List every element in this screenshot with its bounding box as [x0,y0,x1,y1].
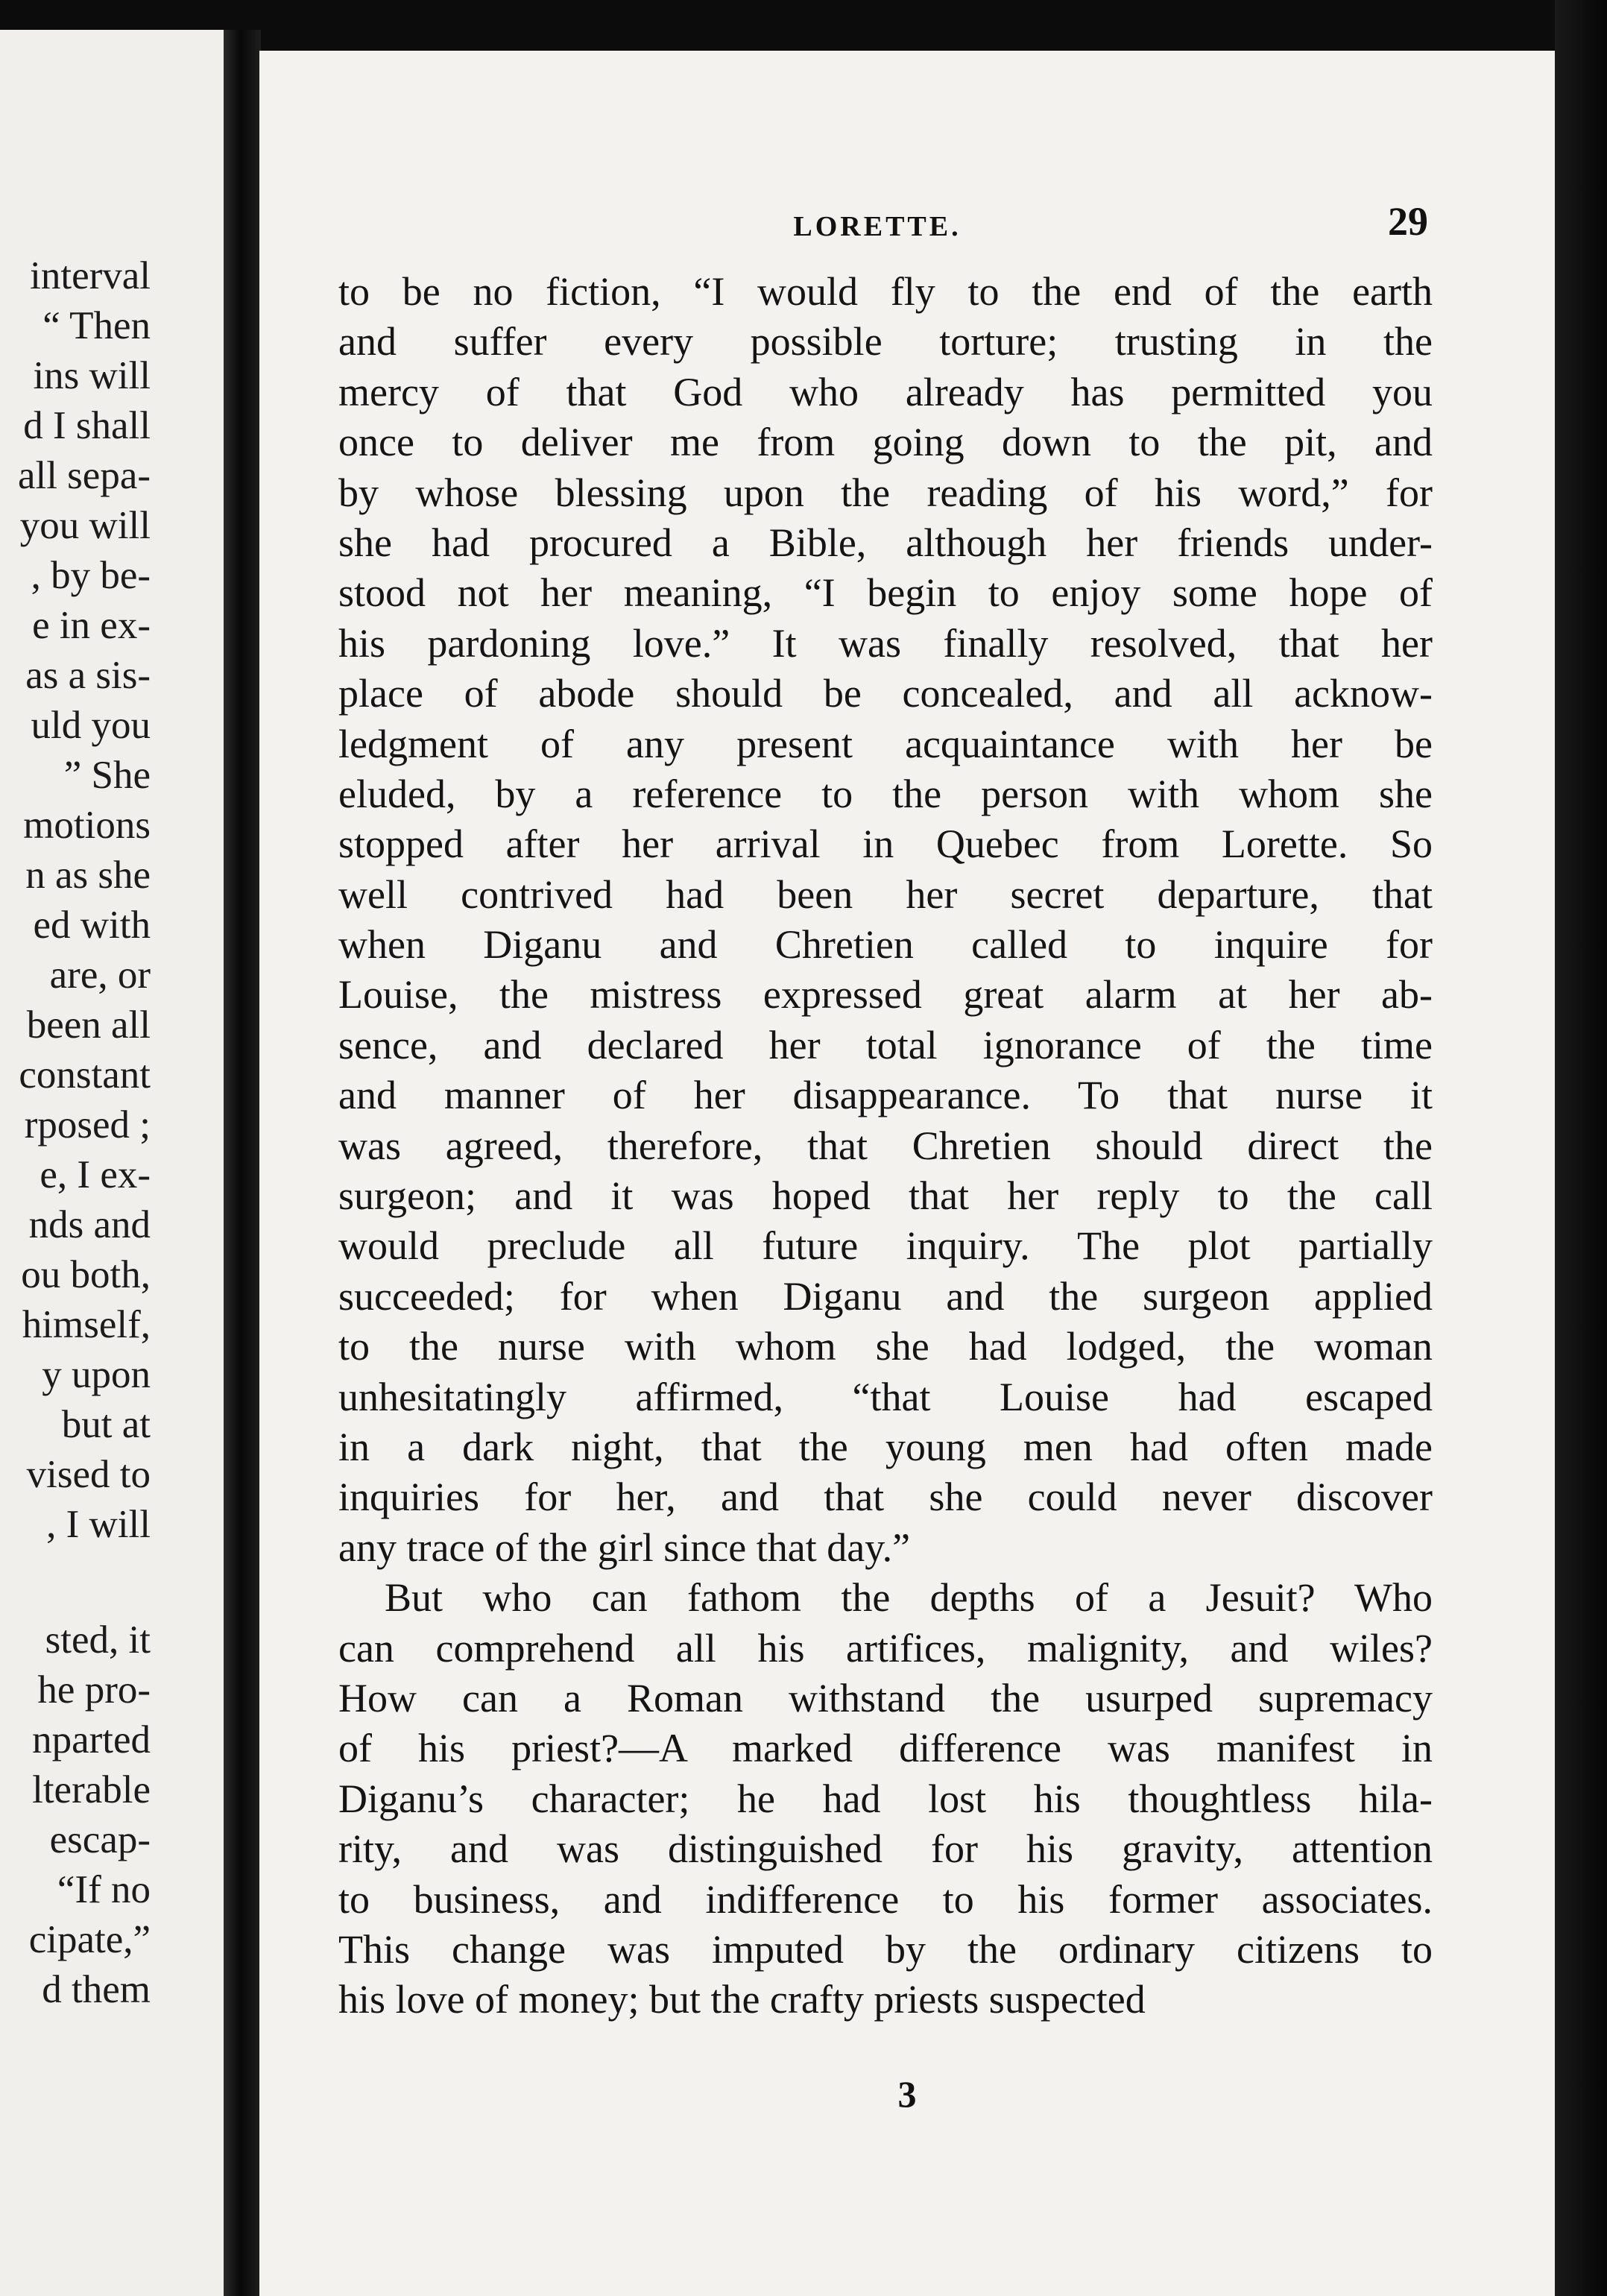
left-page-line: d them [42,1968,151,2011]
text-line: can comprehend all his artifices, malignity, and wiles? [338,1625,1433,1671]
text-line: his pardoning love.” It was finally resolved, that her [338,620,1433,666]
text-line: rity, and was distinguished for his gravity, attention [338,1826,1433,1872]
left-page-line: e, I ex- [40,1153,151,1196]
left-page-line: ou both, [21,1253,151,1296]
left-page-line: ins will [33,354,151,397]
text-line: stopped after her arrival in Quebec from Lorette. So [338,821,1433,867]
left-page-line: “ Then [42,304,151,347]
text-line: of his priest?—A marked difference was manifest in [338,1726,1433,1771]
book-gutter [224,30,261,2296]
text-line: Louise, the mistress expressed great alarm at her ab- [338,972,1433,1018]
left-page-line: sted, it [45,1618,151,1662]
left-page-line: but at [61,1403,151,1446]
text-line: ledgment of any present acquaintance with her be [338,721,1433,766]
left-page-line: “If no [57,1868,151,1911]
left-page-line: rposed ; [24,1103,151,1147]
text-line: once to deliver me from going down to the pit, and [338,420,1433,465]
left-page-line: constant [19,1053,151,1097]
right-page [259,51,1555,2296]
left-page-line: motions [23,804,151,847]
book-edge [1555,0,1607,2296]
left-page-line: cipate,” [28,1918,151,1961]
left-page-line: n as she [25,854,151,897]
text-line: and manner of her disappearance. To that nurse it [338,1073,1433,1118]
left-page-line: e in ex- [32,604,151,647]
text-line: any trace of the girl since that day.” [338,1524,911,1570]
left-page-line: he pro- [37,1668,151,1712]
left-page-line: been all [26,1003,151,1047]
text-line: when Diganu and Chretien called to inquire for [338,922,1433,968]
left-page-line: vised to [26,1453,151,1496]
left-page-line: y upon [42,1353,151,1396]
text-line: This change was imputed by the ordinary citizens to [338,1926,1433,1972]
left-page-line: d I shall [23,404,151,447]
text-line: sence, and declared her total ignorance of the time [338,1022,1433,1067]
left-page-line: , I will [46,1503,151,1546]
left-page-line: lterable [32,1768,151,1811]
left-page-line: uld you [31,704,151,747]
page-number: 29 [1388,199,1428,244]
left-page-line: as a sis- [25,654,151,697]
page-header [326,198,1428,250]
left-page-line: ” She [63,754,151,797]
text-line: to business, and indifference to his former associates. [338,1876,1433,1922]
text-line: inquiries for her, and that she could never discover [338,1475,1433,1520]
text-line: Diganu’s character; he had lost his thoughtless hila- [338,1776,1433,1821]
text-line: she had procured a Bible, although her friends under- [338,520,1433,565]
text-line: But who can fathom the depths of a Jesuit? Who [385,1575,1433,1621]
running-head: LORETTE. [793,211,962,242]
text-line: to be no fiction, “I would fly to the end of the earth [338,269,1433,314]
left-page-line: interval [30,254,151,297]
left-page-line: you will [19,504,151,547]
left-page-line: ed with [33,903,151,947]
left-page-line: himself, [22,1303,151,1346]
text-line: eluded, by a reference to the person with whom she [338,771,1433,816]
body-text [338,267,1433,2025]
text-line: unhesitatingly affirmed, “that Louise had escaped [338,1374,1433,1419]
left-page-line: nparted [32,1718,151,1762]
text-line: would preclude all future inquiry. The plot partially [338,1223,1433,1269]
text-line: to the nurse with whom she had lodged, the woman [338,1324,1433,1369]
text-line: stood not her meaning, “I begin to enjoy some hope of [338,570,1433,616]
text-line: How can a Roman withstand the usurped supremacy [338,1675,1433,1721]
text-line: surgeon; and it was hoped that her reply to the call [338,1173,1433,1219]
text-line: well contrived had been her secret departure, that [338,871,1433,917]
left-page-line: all sepa- [17,454,151,497]
text-line: and suffer every possible torture; trusting in the [338,319,1433,365]
left-page-line: escap- [49,1818,151,1861]
text-line: was agreed, therefore, that Chretien should direct the [338,1123,1433,1168]
left-page-line: , by be- [31,554,151,597]
text-line: mercy of that God who already has permitted you [338,369,1433,414]
left-page-fragment [0,30,224,2296]
signature-mark: 3 [897,2073,917,2115]
text-line: his love of money; but the crafty priests suspected [338,1977,1146,2022]
text-line: place of abode should be concealed, and all acknow- [338,671,1433,716]
text-line: by whose blessing upon the reading of his word,” for [338,470,1433,515]
left-page-line: nds and [28,1203,151,1246]
text-line: succeeded; for when Diganu and the surgeon applied [338,1273,1433,1319]
left-page-line: are, or [49,953,151,997]
text-line: in a dark night, that the young men had often made [338,1424,1433,1469]
